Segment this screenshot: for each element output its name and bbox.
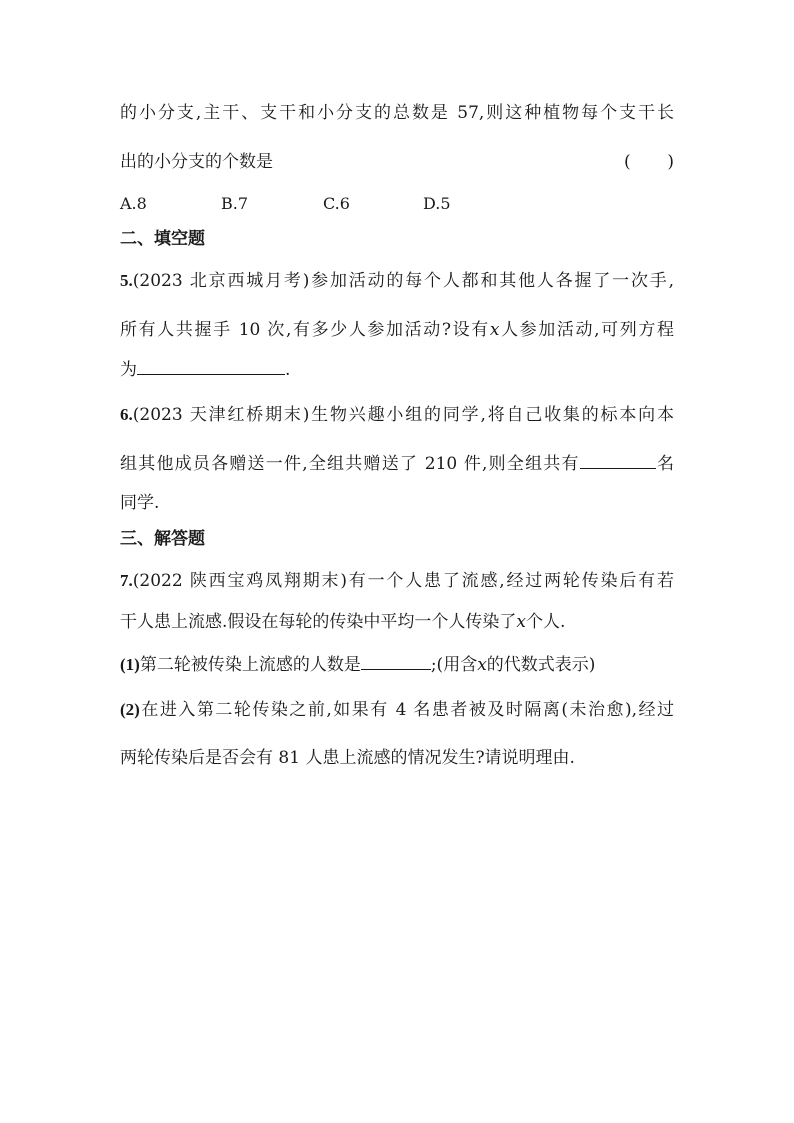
q6-number: 6.: [120, 405, 133, 424]
sub-label-2: (2): [120, 700, 140, 719]
q4-text-line-1: 的小分支,主干、支干和小分支的总数是 57,则这种植物每个支干长: [120, 103, 674, 123]
q5-text-line-1: [120, 269, 674, 293]
q7-number: 7.: [120, 571, 133, 590]
q6-text-line-1: [120, 403, 674, 427]
q5-line-2-after: 人参加活动,可列方程: [499, 320, 674, 340]
q7-sub-question-1: [120, 652, 595, 677]
q7-sub-question-2-line-1: [120, 698, 674, 722]
section-heading-solve: 三、解答题: [120, 529, 205, 549]
answer-parentheses: [624, 150, 674, 174]
q5-number: 5.: [120, 271, 133, 290]
section-heading-fill-in: 二、填空题: [120, 229, 205, 249]
q6-line-2-before: 组其他成员各赠送一件,全组共赠送了 210 件,则全组共有: [120, 454, 580, 474]
q7-line-2-after: 个人.: [526, 612, 566, 632]
q7-line-1-text: (2022 陕西宝鸡凤翔期末)有一个人患了流感,经过两轮传染后有若: [132, 571, 674, 591]
q4-text-line-2: 出的小分支的个数是: [120, 152, 273, 172]
option-b: B.7: [221, 194, 249, 213]
sub1-middle: ;(用含: [430, 655, 478, 675]
q6-text-line-3: 同学.: [120, 493, 160, 513]
variable-x: x: [477, 655, 487, 675]
q6-line-1-text: (2023 天津红桥期末)生物兴趣小组的同学,将自己收集的标本向本: [132, 405, 674, 425]
variable-x: x: [516, 612, 526, 632]
q7-text-line-2: [120, 610, 565, 634]
option-a: A.8: [120, 194, 147, 213]
q5-line-3-before: 为: [120, 360, 137, 380]
q6-line-2-after: 名: [655, 454, 675, 474]
q5-line-3-after: .: [285, 360, 291, 380]
paren-open: (: [624, 152, 631, 172]
q6-text-line-2: [120, 451, 674, 476]
sub-label-1: (1): [120, 655, 140, 674]
sub2-line-1-text: 在进入第二轮传染之前,如果有 4 名患者被及时隔离(未治愈),经过: [139, 700, 674, 720]
q6-answer-blank[interactable]: [580, 451, 656, 469]
sub1-before: 第二轮被传染上流感的人数是: [139, 655, 361, 675]
q5-answer-blank[interactable]: [137, 357, 285, 375]
q7-text-line-1: [120, 569, 674, 593]
paren-close: ): [667, 152, 674, 172]
q5-line-2-before: 所有人共握手 10 次,有多少人参加活动?设有: [120, 320, 490, 340]
variable-x: x: [489, 320, 500, 340]
q5-line-1-text: (2023 北京西城月考)参加活动的每个人都和其他人各握了一次手,: [132, 271, 674, 291]
q5-text-line-2: [120, 318, 674, 342]
sub1-after: 的代数式表示): [486, 655, 596, 675]
option-d: D.5: [423, 194, 451, 213]
q7-line-2-before: 干人患上流感.假设在每轮的传染中平均一个人传染了: [120, 612, 517, 632]
option-c: C.6: [323, 194, 350, 213]
q5-text-line-3: [120, 357, 290, 382]
q7-sub1-answer-blank[interactable]: [361, 652, 431, 670]
q7-sub-question-2-line-2: 两轮传染后是否会有 81 人患上流感的情况发生?请说明理由.: [120, 748, 575, 768]
